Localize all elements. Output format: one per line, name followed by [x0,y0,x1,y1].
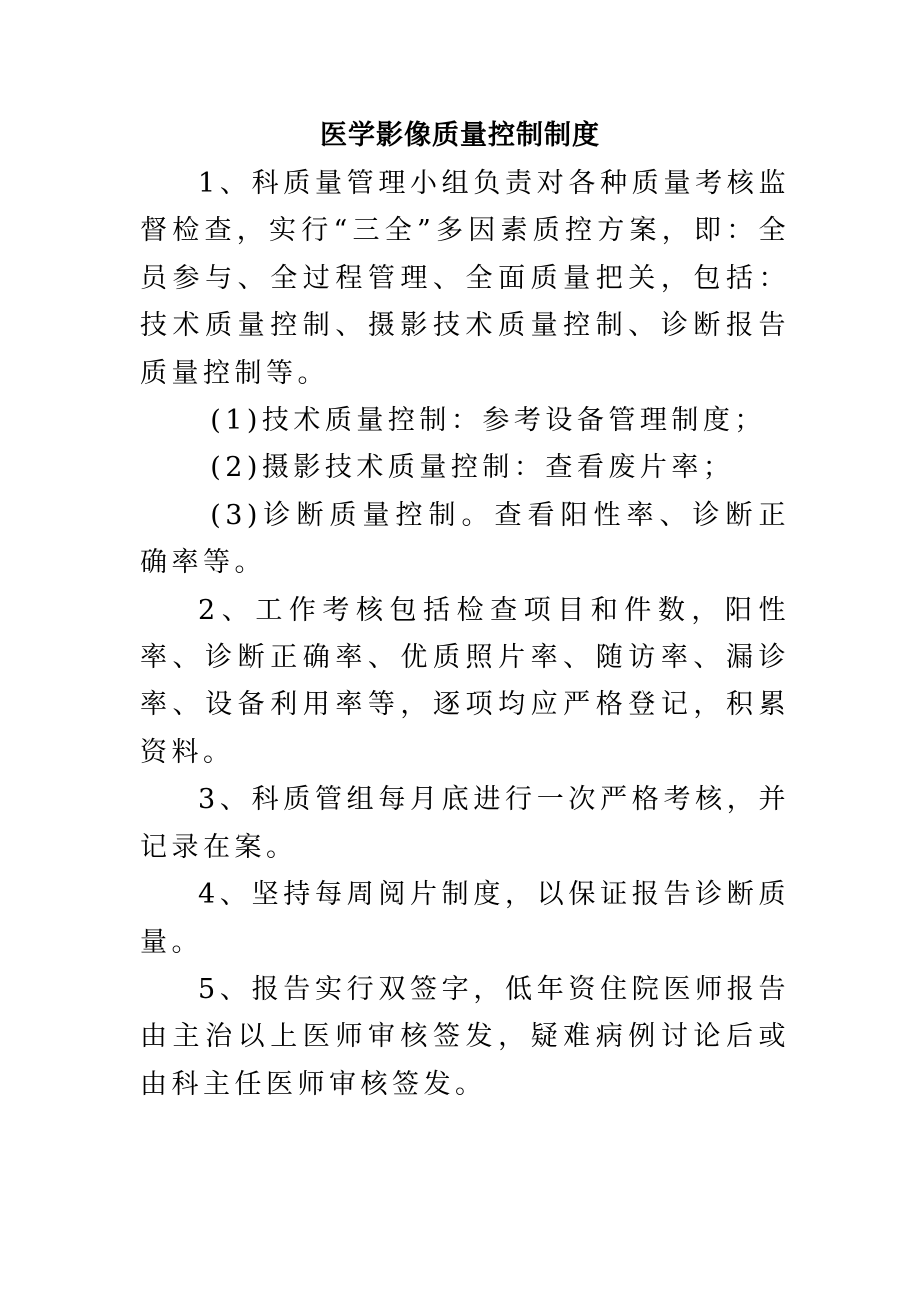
document-body [140,160,790,1108]
paragraph-2: 2、工作考核包括检查项目和件数，阳性率、诊断正确率、优质照片率、随访率、漏诊率、设备利用率等，逐项均应严格登记，积累资料。 [140,594,790,768]
paragraph-1-item-2: (2)摄影技术质量控制：查看废片率； [210,452,735,484]
document-title: 医学影像质量控制制度 [320,120,600,151]
paragraph-1-item-1: (1)技术质量控制：参考设备管理制度； [210,405,766,437]
paragraph-3: 3、科质管组每月底进行一次严格考核，并记录在案。 [140,784,790,863]
paragraph-1-item-3: (3)诊断质量控制。查看阳性率、诊断正确率等。 [140,499,790,579]
paragraph-1: 1、科质量管理小组负责对各种质量考核监督检查，实行“三全”多因素质控方案，即：全员参与、全过程管理、全面质量把关，包括：技术质量控制、摄影技术质量控制、诊断报告质量控制等。 [140,168,790,389]
paragraph-5: 5、报告实行双签字，低年资住院医师报告由主治以上医师审核签发，疑难病例讨论后或由科主任医师审核签发。 [140,973,790,1100]
paragraph-4: 4、坚持每周阅片制度，以保证报告诊断质量。 [140,879,790,958]
